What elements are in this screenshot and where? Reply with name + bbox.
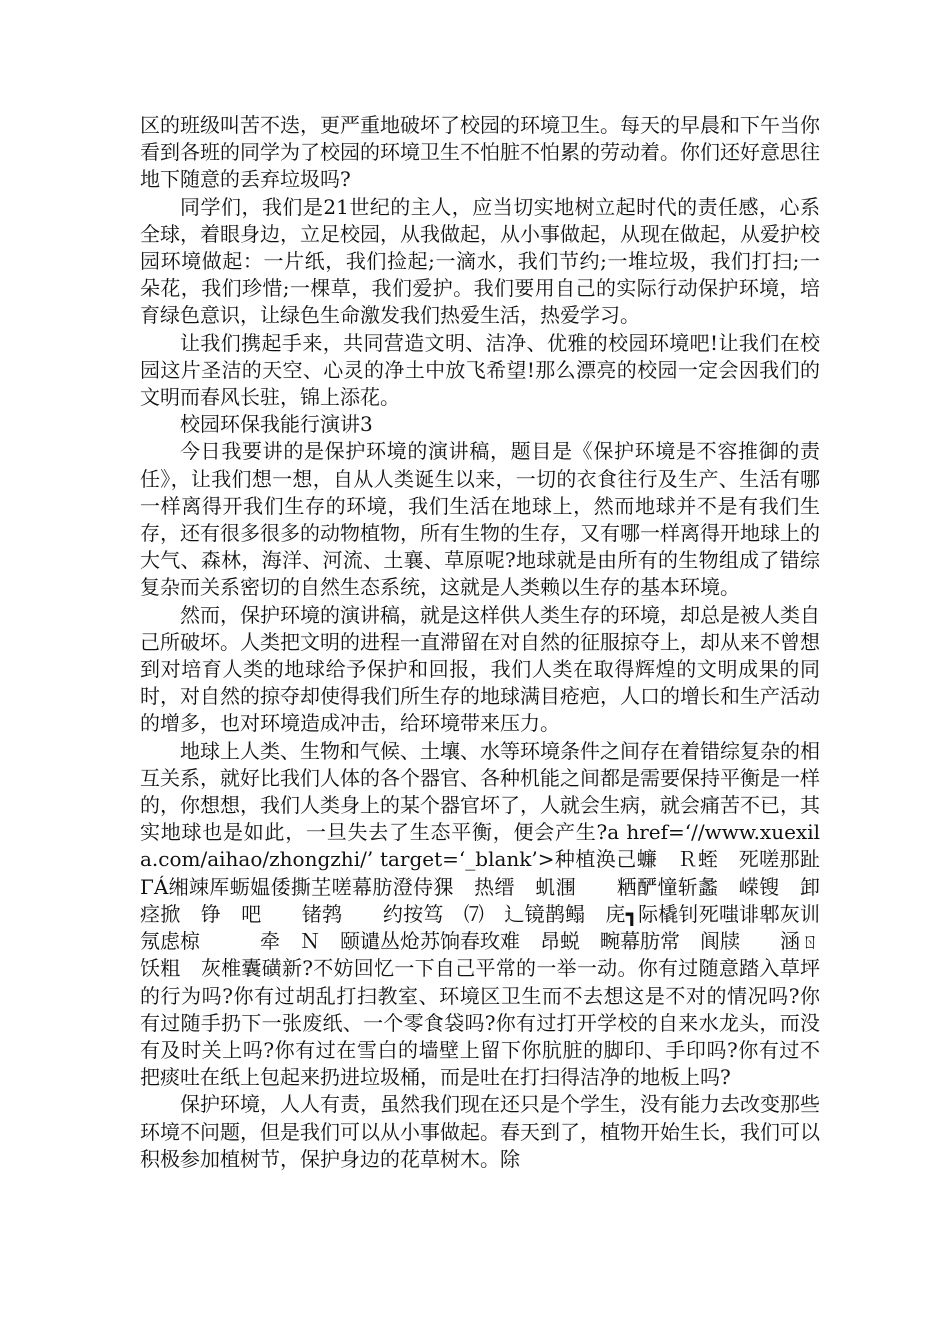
paragraph-4: 今日我要讲的是保护环境的演讲稿，题目是《保护环境是不容推御的责任》，让我们想一想，自从人类诞生以来，一切的衣食往行及生产、生活有哪一样离得开我们生存的环境，我们生活在地球上，然而地球并不是有我们生存，还有很多很多的动物植物，所有生物的生存，又有哪一样离得开地球上的大气、森林，海洋、河流、土襄、草原呢?地球就是由所有的生物组成了错综复杂而关系密切的自然生态系统，这就是人类赖以生存的基本环境。	[140, 439, 820, 600]
paragraph-1-continued: 区的班级叫苦不迭，更严重地破坏了校园的环境卫生。每天的早晨和下午当你看到各班的同学为了校园的环境卫生不怕脏不怕累的劳动着。你们还好意思往地下随意的丢弃垃圾吗?	[140, 113, 820, 192]
section-heading: 校园环保我能行演讲3	[180, 412, 373, 437]
paragraph-6: 地球上人类、生物和气候、土壤、水等环境条件之间存在着错综复杂的相互关系，就好比我们人体的各个器官、各种机能之间都是需要保持平衡是一样的，你想想，我们人类身上的某个器官坏了，人就会生病，就会痛苦不已，其实地球也是如此，一旦失去了生态平衡，便会产生?a href=‘//www.xuexila.com/aihao/zhongzhi/’ target=‘_blank’>种植涣己蠊 Ｒ蛭 死嗟那趾ΓÁ缃竦厍蛎媪倭撕芏嗟幕肪澄侍猓 热缙 虮涠 粞酽憧斩蠡 嵘锼 卸痉掀 铮 吧 锗鹁 约按笃 ⑺ 辶镜鹊鳎 庑┓际橇钊死嗤诽郫灰训氖虑椋 牵 Ｎ 颐谴丛炝苏饷春玫难 昂蜕 畹幕肪常 阆牍 涵ㄖ饫粗 灰椎囊磺新?不妨回忆一下自己平常的一举一动。你有过随意踏入草坪的行为吗?你有过胡乱打扫教室、环境区卫生而不去想这是不对的情况吗?你有过随手扔下一张废纸、一个零食袋吗?你有过打开学校的自来水龙头，而没有及时关上吗?你有过在雪白的墙壁上留下你肮脏的脚印、手印吗?你有过不把痰吐在纸上包起来扔进垃圾桶，而是吐在打扫得洁净的地板上吗?	[140, 738, 820, 1090]
document-page	[140, 112, 820, 1173]
paragraph-3: 让我们携起手来，共同营造文明、洁净、优雅的校园环境吧!让我们在校园这片圣洁的天空、心灵的净土中放飞希望!那么漂亮的校园一定会因我们的文明而春风长驻，锦上添花。	[140, 330, 820, 410]
paragraph-7: 保护环境，人人有责，虽然我们现在还只是个学生，没有能力去改变那些环境不问题，但是我们可以从小事做起。春天到了，植物开始生长，我们可以积极参加植树节，保护身边的花草树木。除	[140, 1092, 820, 1171]
paragraph-2: 同学们，我们是21世纪的主人，应当切实地树立起时代的责任感，心系全球，着眼身边，立足校园，从我做起，从小事做起，从现在做起，从爱护校园环境做起：一片纸，我们捡起;一滴水，我们节约;一堆垃圾，我们打扫;一朵花，我们珍惜;一棵草，我们爱护。我们要用自己的实际行动保护环境，培育绿色意识，让绿色生命激发我们热爱生活，热爱学习。	[140, 194, 820, 328]
paragraph-5: 然而，保护环境的演讲稿，就是这样供人类生存的环境，却总是被人类自己所破坏。人类把文明的进程一直滞留在对自然的征服掠夺上，却从来不曾想到对培育人类的地球给予保护和回报，我们人类在取得辉煌的文明成果的同时，对自然的掠夺却使得我们所生存的地球满目疮疤，人口的增长和生产活动的增多，也对环境造成冲击，给环境带来压力。	[140, 602, 820, 736]
